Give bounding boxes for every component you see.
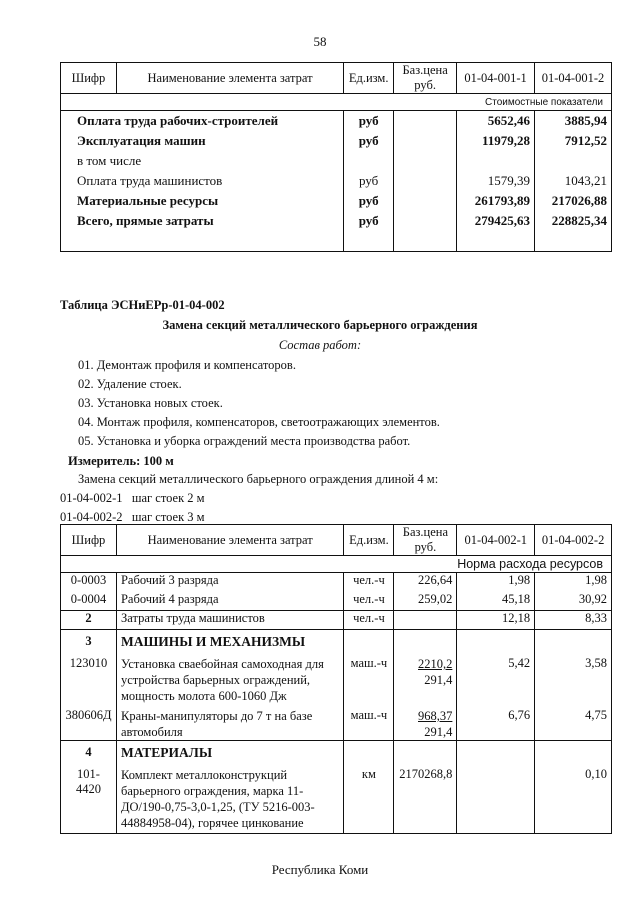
table-row <box>61 211 612 252</box>
row-name: Эксплуатация машин <box>61 131 344 151</box>
section-row <box>61 630 612 651</box>
row-unit: руб <box>344 131 394 151</box>
row-value-2: 4,75 <box>535 704 612 741</box>
row-code: 2 <box>61 611 117 630</box>
col-header-name: Наименование элемента затрат <box>116 63 343 94</box>
row-value-1: 261793,89 <box>457 191 535 211</box>
row-name: Оплата труда машинистов <box>61 171 344 191</box>
row-value-1: 5,42 <box>457 650 535 704</box>
col-header-v2: 01-04-002-2 <box>535 525 612 556</box>
row-unit: чел.-ч <box>344 592 394 611</box>
section-subtitle: Состав работ: <box>278 338 362 352</box>
col-header-v2: 01-04-001-2 <box>535 63 612 94</box>
cost-table <box>60 62 612 252</box>
work-step: 04. Монтаж профиля, компенсаторов, светоотражающих элементов. <box>78 415 440 429</box>
row-value-2: 3,58 <box>535 650 612 704</box>
table-row <box>61 131 612 151</box>
row-unit: км <box>344 761 394 834</box>
row-unit: руб <box>344 191 394 211</box>
table-header-row <box>61 63 612 94</box>
table-row <box>61 592 612 611</box>
row-value-1: 1579,39 <box>457 171 535 191</box>
row-value-1: 1,98 <box>457 573 535 592</box>
row-value-1: 279425,63 <box>457 211 535 252</box>
row-name: Оплата труда рабочих-строителей <box>61 111 344 132</box>
variant: 01-04-002-2 шаг стоек 3 м <box>60 510 205 524</box>
row-value-2: 3885,94 <box>535 111 612 132</box>
work-step: 05. Установка и уборка ограждений места производства работ. <box>78 434 411 448</box>
row-value-1: 11979,28 <box>457 131 535 151</box>
row-code: 3 <box>61 630 117 651</box>
row-name: Краны-манипуляторы до 7 т на базе автомобиля <box>116 704 343 741</box>
work-step: 03. Установка новых стоек. <box>78 396 223 410</box>
col-header-v1: 01-04-002-1 <box>457 525 535 556</box>
table-row <box>61 761 612 834</box>
row-unit: руб <box>344 211 394 252</box>
row-unit: руб <box>344 171 394 191</box>
row-code: 101-4420 <box>61 761 117 834</box>
table-row <box>61 611 612 630</box>
row-unit: маш.-ч <box>344 650 394 704</box>
table-row <box>61 704 612 741</box>
table-row <box>61 191 612 211</box>
col-header-price: Баз.цена руб. <box>394 63 457 94</box>
price-bottom: 291,4 <box>424 725 453 739</box>
row-value-2: 1,98 <box>535 573 612 592</box>
table-row <box>61 111 612 132</box>
row-unit: чел.-ч <box>344 611 394 630</box>
row-name: в том числе <box>61 151 344 171</box>
table-subheader: Стоимостные показатели <box>61 94 612 111</box>
table-row <box>61 151 612 171</box>
col-header-name: Наименование элемента затрат <box>116 525 343 556</box>
row-code: 123010 <box>61 650 117 704</box>
col-header-v1: 01-04-001-1 <box>457 63 535 94</box>
table-row <box>61 171 612 191</box>
price-top: 968,37 <box>418 709 453 723</box>
row-value-2: 0,10 <box>535 761 612 834</box>
page-number: 58 <box>313 34 327 49</box>
table-row <box>61 650 612 704</box>
col-header-code: Шифр <box>61 525 117 556</box>
row-name: Установка сваебойная самоходная для устройства барьерных ограждений, мощность молота 600-1060 Дж <box>116 650 343 704</box>
table-title: Таблица ЭСНиЕРр-01-04-002 <box>60 298 225 312</box>
table-subheader: Норма расхода ресурсов <box>61 556 612 573</box>
page-footer: Республика Коми <box>271 862 369 877</box>
price-bottom: 291,4 <box>424 673 453 687</box>
row-value-2: 30,92 <box>535 592 612 611</box>
row-price: 226,64 <box>394 573 457 592</box>
row-value-2: 8,33 <box>535 611 612 630</box>
row-name: Комплект металлоконструкций барьерного ограждения, марка 11-ДО/190-0,75-3,0-1,25, (ТУ 5216-003-44884958-04), горячее цинкование <box>116 761 343 834</box>
row-name: Рабочий 3 разряда <box>116 573 343 592</box>
col-header-unit: Ед.изм. <box>344 525 394 556</box>
row-value-1: 5652,46 <box>457 111 535 132</box>
row-price <box>394 611 457 630</box>
resource-table <box>60 524 612 834</box>
row-unit: чел.-ч <box>344 573 394 592</box>
table-row <box>61 573 612 592</box>
col-header-unit: Ед.изм. <box>344 63 394 94</box>
section-name: МАТЕРИАЛЫ <box>116 741 343 762</box>
row-price: 2170268,8 <box>394 761 457 834</box>
row-name: Всего, прямые затраты <box>61 211 344 252</box>
row-value-1: 6,76 <box>457 704 535 741</box>
row-name: Затраты труда машинистов <box>116 611 343 630</box>
row-value-2: 217026,88 <box>535 191 612 211</box>
col-header-price: Баз.цена руб. <box>394 525 457 556</box>
section-row <box>61 741 612 762</box>
row-code: 380606Д <box>61 704 117 741</box>
row-value-1: 45,18 <box>457 592 535 611</box>
row-value-1: 12,18 <box>457 611 535 630</box>
row-value-2: 7912,52 <box>535 131 612 151</box>
meter-label: Измеритель: 100 м <box>68 454 174 468</box>
row-value-1 <box>457 761 535 834</box>
col-header-code: Шифр <box>61 63 117 94</box>
row-name: Материальные ресурсы <box>61 191 344 211</box>
price-top: 2210,2 <box>418 657 453 671</box>
work-step: 02. Удаление стоек. <box>78 377 182 391</box>
description: Замена секций металлического барьерного ограждения длиной 4 м: <box>78 472 439 486</box>
row-code: 4 <box>61 741 117 762</box>
section-name: МАШИНЫ И МЕХАНИЗМЫ <box>116 630 343 651</box>
table-header-row <box>61 525 612 556</box>
row-unit: маш.-ч <box>344 704 394 741</box>
row-value-2: 228825,34 <box>535 211 612 252</box>
row-value-2: 1043,21 <box>535 171 612 191</box>
work-step: 01. Демонтаж профиля и компенсаторов. <box>78 358 296 372</box>
row-code: 0-0004 <box>61 592 117 611</box>
row-name: Рабочий 4 разряда <box>116 592 343 611</box>
section-title: Замена секций металлического барьерного ограждения <box>162 318 478 332</box>
variant: 01-04-002-1 шаг стоек 2 м <box>60 491 205 505</box>
row-price: 259,02 <box>394 592 457 611</box>
row-code: 0-0003 <box>61 573 117 592</box>
row-unit: руб <box>344 111 394 132</box>
